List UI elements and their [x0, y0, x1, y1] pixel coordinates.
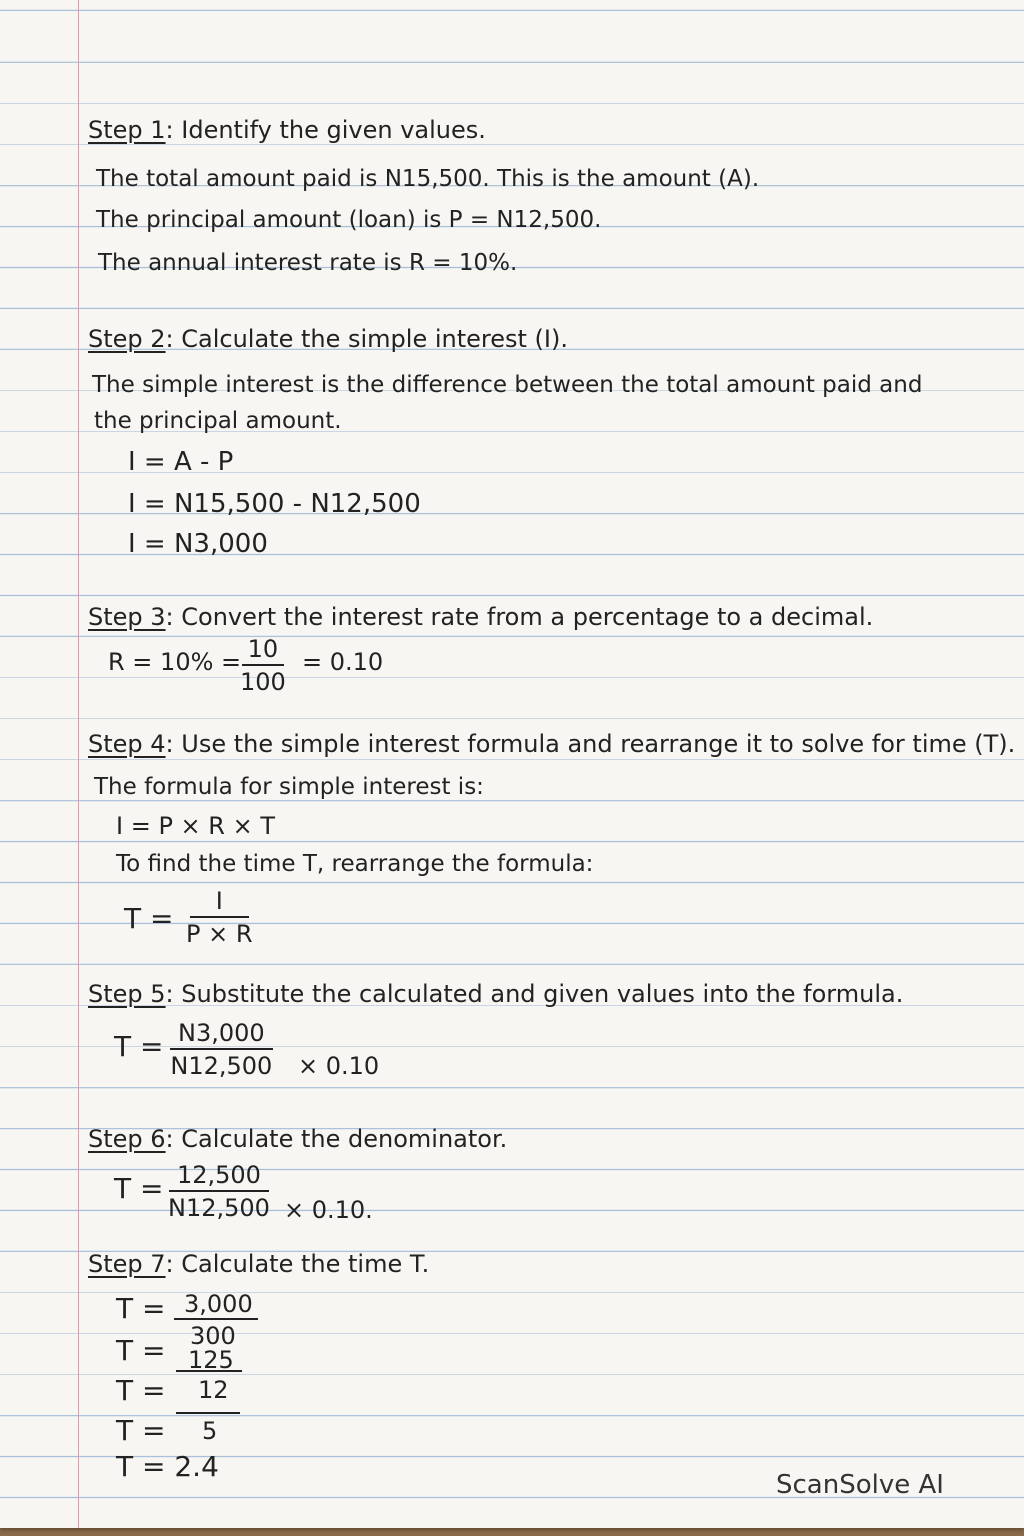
step-6-title: : Calculate the denominator.	[165, 1125, 508, 1153]
step-3-lhs: R = 10% =	[108, 648, 242, 676]
step-1-label: Step 1	[88, 116, 166, 144]
step-5-tail: × 0.10	[298, 1052, 380, 1080]
step-1-line-2: The principal amount (loan) is P = N12,500.	[96, 207, 602, 233]
step-6-denominator: N12,500	[168, 1194, 270, 1223]
margin-line	[78, 0, 79, 1528]
step-1-line-3: The annual interest rate is R = 10%.	[98, 250, 518, 276]
step-5-label: Step 5	[88, 980, 166, 1008]
step-7-title: : Calculate the time T.	[165, 1250, 430, 1278]
step-7-lhs-3: T =	[116, 1374, 166, 1407]
step-3-heading	[88, 603, 873, 631]
step-6-label: Step 6	[88, 1125, 166, 1153]
step-5-numerator: N3,000	[170, 1020, 273, 1050]
step-4-line-2: To find the time T, rearrange the formula:	[116, 851, 594, 877]
step-1-title: : Identify the given values.	[165, 116, 486, 144]
step-7-value-1: 3,000	[184, 1290, 253, 1318]
step-3-fraction	[240, 636, 286, 696]
step-2-heading	[88, 325, 568, 353]
step-1-heading	[88, 116, 486, 144]
step-7-label: Step 7	[88, 1250, 166, 1278]
step-6-lhs: T =	[114, 1172, 164, 1205]
step-4-denominator: P × R	[186, 920, 253, 949]
step-2-math-3: I = N3,000	[128, 529, 268, 559]
step-2-line-1: The simple interest is the difference between the total amount paid and	[92, 372, 923, 398]
step-4-lhs: T =	[124, 902, 174, 935]
step-4-line-1: The formula for simple interest is:	[94, 774, 484, 800]
step-7-value-2: 300	[190, 1322, 236, 1350]
brand-watermark: ScanSolve AI	[776, 1470, 944, 1500]
step-4-label: Step 4	[88, 730, 166, 758]
step-7-lhs-4: T =	[116, 1414, 166, 1447]
step-2-line-2: the principal amount.	[94, 408, 342, 434]
step-7-value-3: 125	[188, 1346, 234, 1374]
step-4-title: : Use the simple interest formula and rearrange it to solve for time (T).	[165, 730, 1016, 758]
step-7-value-4: 12	[198, 1376, 229, 1404]
step-2-math-1: I = A - P	[128, 447, 234, 477]
step-7-lhs-1: T =	[116, 1292, 166, 1325]
step-5-title: : Substitute the calculated and given values into the formula.	[165, 980, 904, 1008]
step-4-fraction	[186, 888, 253, 948]
step-6-tail: × 0.10.	[284, 1196, 373, 1224]
step-3-numerator: 10	[242, 636, 285, 666]
step-1-line-1: The total amount paid is N15,500. This is the amount (A).	[96, 166, 760, 192]
step-2-title: : Calculate the simple interest (I).	[165, 325, 568, 353]
step-7-result: T = 2.4	[116, 1450, 219, 1483]
step-7-lhs-2: T =	[116, 1334, 166, 1367]
step-4-heading	[88, 730, 1015, 758]
step-3-denominator: 100	[240, 668, 286, 697]
step-3-label: Step 3	[88, 603, 166, 631]
step-7-value-5: 5	[202, 1417, 218, 1445]
step-4-numerator: I	[190, 888, 249, 918]
step-7-bar-3	[176, 1410, 240, 1416]
step-5-heading	[88, 980, 903, 1008]
step-5-fraction	[170, 1020, 273, 1080]
step-3-title: : Convert the interest rate from a percentage to a decimal.	[165, 603, 874, 631]
step-2-math-2: I = N15,500 - N12,500	[128, 489, 421, 519]
step-5-denominator: N12,500	[170, 1052, 273, 1081]
step-6-fraction	[168, 1162, 270, 1222]
step-4-formula: I = P × R × T	[116, 812, 275, 840]
step-6-heading	[88, 1125, 507, 1153]
step-6-numerator: 12,500	[169, 1162, 269, 1192]
step-5-lhs: T =	[114, 1030, 164, 1063]
step-7-heading	[88, 1250, 429, 1278]
step-2-label: Step 2	[88, 325, 166, 353]
step-3-rhs: = 0.10	[302, 648, 384, 676]
step-7-bar-2	[176, 1368, 242, 1374]
